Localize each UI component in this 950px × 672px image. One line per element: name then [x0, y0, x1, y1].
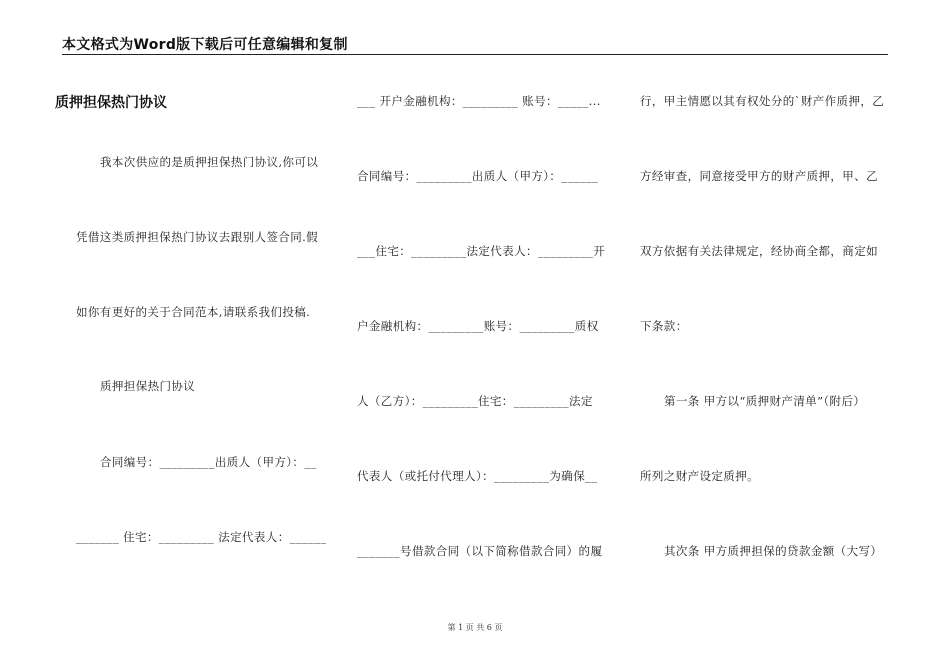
text-line: 合同编号：_________出质人（甲方）：__	[100, 455, 317, 469]
text-line: 合同编号：_________出质人（甲方）：______	[357, 169, 599, 183]
header-notice: 本文格式为Word版下载后可任意编辑和复制	[62, 37, 348, 53]
page-header	[62, 34, 888, 55]
text-line: 双方依据有关法律规定，经协商全都，商定如	[640, 244, 878, 258]
text-line: 第一条 甲方以“质押财产清单”（附后）	[664, 394, 866, 408]
text-line: 质押担保热门协议	[100, 379, 196, 393]
text-line: 行，甲主情愿以其有权处分的`财产作质押，乙	[640, 94, 885, 108]
text-line: ___住宅：_________法定代表人：_________开	[357, 244, 606, 258]
document-title: 质押担保热门协议	[55, 95, 167, 111]
text-line: 户金融机构：_________账号：_________质权	[357, 319, 599, 333]
text-line: 代表人（或托付代理人）：_________为确保__	[357, 469, 598, 483]
text-line: 其次条 甲方质押担保的贷款金额（大写）	[664, 544, 883, 558]
page-number: 第 1 页 共 6 页	[447, 623, 503, 632]
text-line: 人（乙方）：_________住宅：_________法定	[357, 394, 593, 408]
text-line: 我本次供应的是质押担保热门协议,你可以	[100, 155, 319, 169]
text-line: 下条款：	[640, 319, 688, 333]
text-line: 如你有更好的关于合同范本,请联系我们投稿.	[76, 305, 311, 319]
text-line: 凭借这类质押担保热门协议去跟别人签合同.假	[76, 230, 319, 244]
text-line: 所列之财产设定质押。	[640, 469, 759, 483]
text-line: 方经审查，同意接受甲方的财产质押，甲、乙	[640, 169, 878, 183]
text-line: ___ 开户金融机构：_________ 账号：_____...	[357, 94, 601, 108]
text-line: _______号借款合同（以下简称借款合同）的履	[357, 544, 603, 558]
text-line: _______ 住宅：_________ 法定代表人：______	[76, 530, 327, 544]
